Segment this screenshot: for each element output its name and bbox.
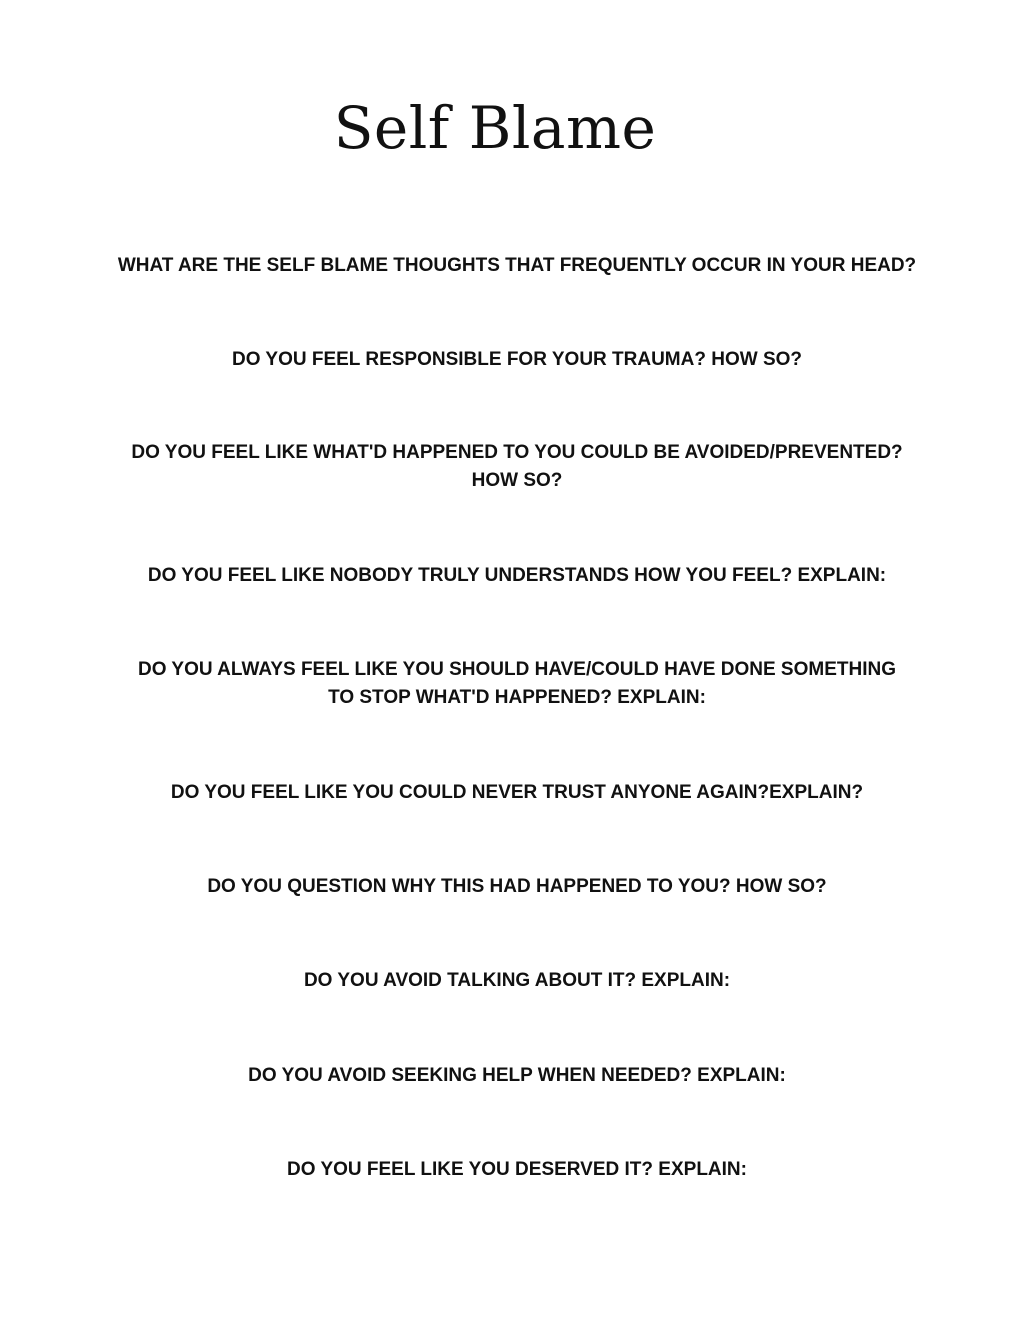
question-2: DO YOU FEEL RESPONSIBLE FOR YOUR TRAUMA? HOW SO? xyxy=(231,349,803,370)
page-title: Self Blame xyxy=(333,94,657,162)
question-1: WHAT ARE THE SELF BLAME THOUGHTS THAT FREQUENTLY OCCUR IN YOUR HEAD? xyxy=(117,255,917,276)
question-9: DO YOU AVOID SEEKING HELP WHEN NEEDED? EXPLAIN: xyxy=(248,1065,786,1086)
question-4: DO YOU FEEL LIKE NOBODY TRULY UNDERSTANDS HOW YOU FEEL? EXPLAIN: xyxy=(147,565,887,586)
question-5: DO YOU ALWAYS FEEL LIKE YOU SHOULD HAVE/COULD HAVE DONE SOMETHING TO STOP WHAT'D HAPPENED? EXPLAIN: xyxy=(138,659,896,708)
question-6: DO YOU FEEL LIKE YOU COULD NEVER TRUST ANYONE AGAIN?EXPLAIN? xyxy=(170,782,864,803)
question-10: DO YOU FEEL LIKE YOU DESERVED IT? EXPLAIN: xyxy=(287,1159,747,1180)
question-7: DO YOU QUESTION WHY THIS HAD HAPPENED TO YOU? HOW SO? xyxy=(207,876,827,897)
question-8: DO YOU AVOID TALKING ABOUT IT? EXPLAIN: xyxy=(303,970,731,991)
question-3: DO YOU FEEL LIKE WHAT'D HAPPENED TO YOU COULD BE AVOIDED/PREVENTED? HOW SO? xyxy=(131,442,903,491)
